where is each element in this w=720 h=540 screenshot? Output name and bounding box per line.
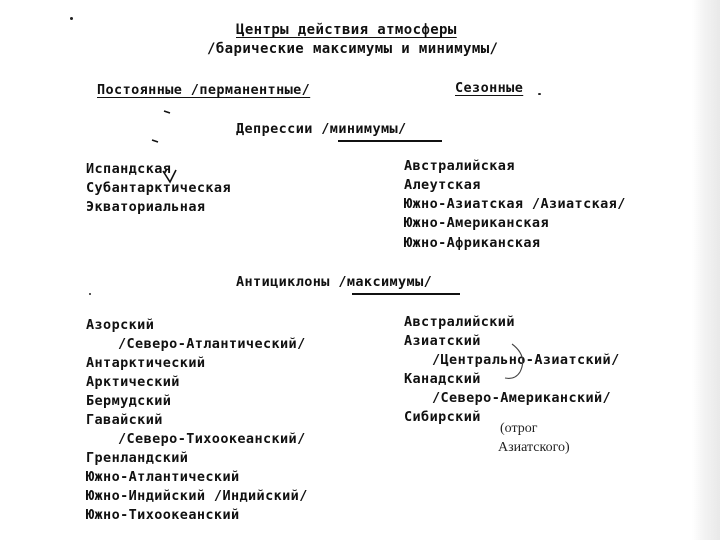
list-item: Субантарктическая [86, 180, 231, 196]
list-item: /Центрально-Азиатский/ [432, 352, 620, 368]
list-item: Азиатский [404, 333, 481, 349]
scan-speck [89, 293, 91, 295]
depressions-heading: Депрессии /минимумы/ [236, 121, 407, 137]
list-item: /Северо-Атлантический/ [118, 336, 306, 352]
list-item: Антарктический [86, 355, 206, 371]
scan-speck [538, 93, 541, 95]
list-item: Гавайский [86, 412, 163, 428]
tick-mark [163, 170, 176, 182]
list-item: /Северо-Тихоокеанский/ [118, 431, 306, 447]
list-item: Южно-Тихоокеанский [86, 507, 240, 523]
list-item: Южно-Азиатская /Азиатская/ [404, 196, 626, 212]
dash-mark [164, 111, 170, 113]
handwritten-note-line1: (отрог [500, 421, 538, 436]
list-item: Азорский [86, 317, 155, 333]
page-subtitle: /барические максимумы и минимумы/ [207, 41, 499, 57]
scan-speck [70, 17, 73, 20]
list-item: Канадский [404, 371, 481, 387]
page-title: Центры действия атмосферы [236, 22, 457, 38]
header-seasonal: Сезонные [455, 80, 524, 96]
bracket-mark [505, 344, 523, 378]
list-item: Алеутская [404, 177, 481, 193]
list-item: Сибирский [404, 409, 481, 425]
list-item: Бермудский [86, 393, 172, 409]
list-item: Гренландский [86, 450, 189, 466]
list-item: Арктический [86, 374, 180, 390]
dash-mark [152, 140, 158, 142]
list-item: Южно-Атлантический [86, 469, 240, 485]
list-item: Австралийский [404, 314, 515, 330]
handwritten-note-line2: Азиатского) [498, 440, 570, 455]
list-item: Экваториальная [86, 199, 206, 215]
header-permanent: Постоянные /перманентные/ [97, 82, 311, 98]
list-item: Испандская [86, 161, 172, 177]
anticyclones-heading: Антициклоны /максимумы/ [236, 274, 433, 290]
list-item: Австралийская [404, 158, 515, 174]
list-item: Южно-Индийский /Индийский/ [86, 488, 308, 504]
list-item: Южно-Африканская [404, 235, 541, 251]
list-item: /Северо-Американский/ [432, 390, 612, 406]
list-item: Южно-Американская [404, 215, 549, 231]
